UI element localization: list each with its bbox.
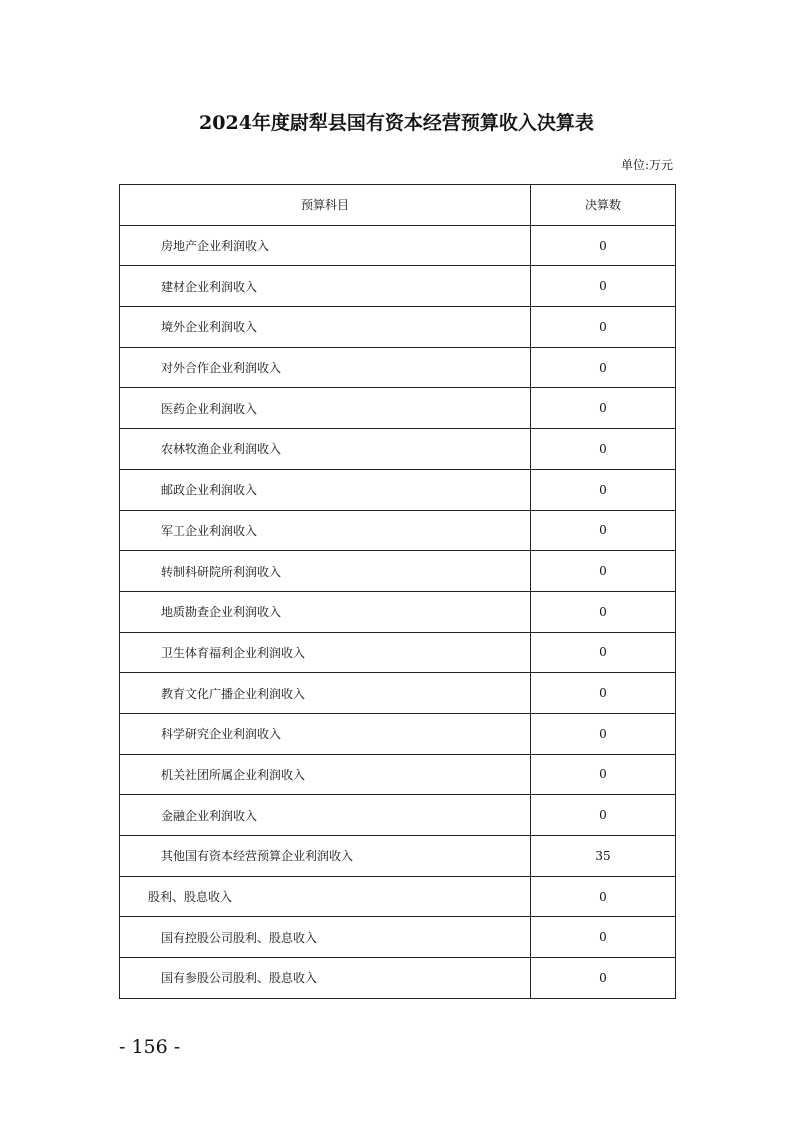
- table-row: [120, 429, 676, 470]
- table-row: [120, 469, 676, 510]
- row-amount: 0: [531, 754, 676, 795]
- row-item: 军工企业利润收入: [120, 510, 531, 551]
- page-number: - 156 -: [119, 1036, 181, 1058]
- row-amount: 0: [531, 673, 676, 714]
- row-item: 农林牧渔企业利润收入: [120, 429, 531, 470]
- table-row: [120, 266, 676, 307]
- row-amount: 0: [531, 307, 676, 348]
- table-header-row: [120, 185, 676, 226]
- row-amount: 0: [531, 917, 676, 958]
- row-item: 医药企业利润收入: [120, 388, 531, 429]
- table-row: [120, 795, 676, 836]
- table-row: [120, 510, 676, 551]
- table-row: [120, 347, 676, 388]
- row-item: 卫生体育福利企业利润收入: [120, 632, 531, 673]
- row-item: 房地产企业利润收入: [120, 225, 531, 266]
- row-item: 股利、股息收入: [120, 876, 531, 917]
- row-amount: 0: [531, 469, 676, 510]
- row-item: 科学研究企业利润收入: [120, 713, 531, 754]
- table-row: [120, 591, 676, 632]
- row-item: 转制科研院所利润收入: [120, 551, 531, 592]
- unit-label: 单位:万元: [620, 158, 673, 172]
- row-item: 国有控股公司股利、股息收入: [120, 917, 531, 958]
- page-title: 2024年度尉犁县国有资本经营预算收入决算表: [199, 112, 594, 134]
- table-row: [120, 307, 676, 348]
- row-amount: 0: [531, 347, 676, 388]
- row-amount: 0: [531, 225, 676, 266]
- row-amount: 0: [531, 795, 676, 836]
- row-item: 机关社团所属企业利润收入: [120, 754, 531, 795]
- row-item: 对外合作企业利润收入: [120, 347, 531, 388]
- table-row: [120, 551, 676, 592]
- row-item: 建材企业利润收入: [120, 266, 531, 307]
- row-amount: 0: [531, 510, 676, 551]
- budget-table: [119, 184, 676, 999]
- row-amount: 0: [531, 713, 676, 754]
- row-amount: 0: [531, 632, 676, 673]
- row-item: 境外企业利润收入: [120, 307, 531, 348]
- row-amount: 0: [531, 958, 676, 999]
- column-header-budget-item: 预算科目: [120, 185, 531, 226]
- row-amount: 35: [531, 836, 676, 877]
- row-amount: 0: [531, 429, 676, 470]
- row-item: 地质勘查企业利润收入: [120, 591, 531, 632]
- row-item: 邮政企业利润收入: [120, 469, 531, 510]
- row-item: 教育文化广播企业利润收入: [120, 673, 531, 714]
- table-row: [120, 754, 676, 795]
- table-row: [120, 388, 676, 429]
- table-row: [120, 836, 676, 877]
- column-header-final-amount: 决算数: [531, 185, 676, 226]
- row-amount: 0: [531, 551, 676, 592]
- row-item: 金融企业利润收入: [120, 795, 531, 836]
- table-row: [120, 713, 676, 754]
- table-row: [120, 876, 676, 917]
- row-amount: 0: [531, 876, 676, 917]
- table-row: [120, 632, 676, 673]
- row-amount: 0: [531, 591, 676, 632]
- table-row: [120, 225, 676, 266]
- table-row: [120, 958, 676, 999]
- table-row: [120, 673, 676, 714]
- table-row: [120, 917, 676, 958]
- row-item: 其他国有资本经营预算企业利润收入: [120, 836, 531, 877]
- row-amount: 0: [531, 388, 676, 429]
- row-amount: 0: [531, 266, 676, 307]
- row-item: 国有参股公司股利、股息收入: [120, 958, 531, 999]
